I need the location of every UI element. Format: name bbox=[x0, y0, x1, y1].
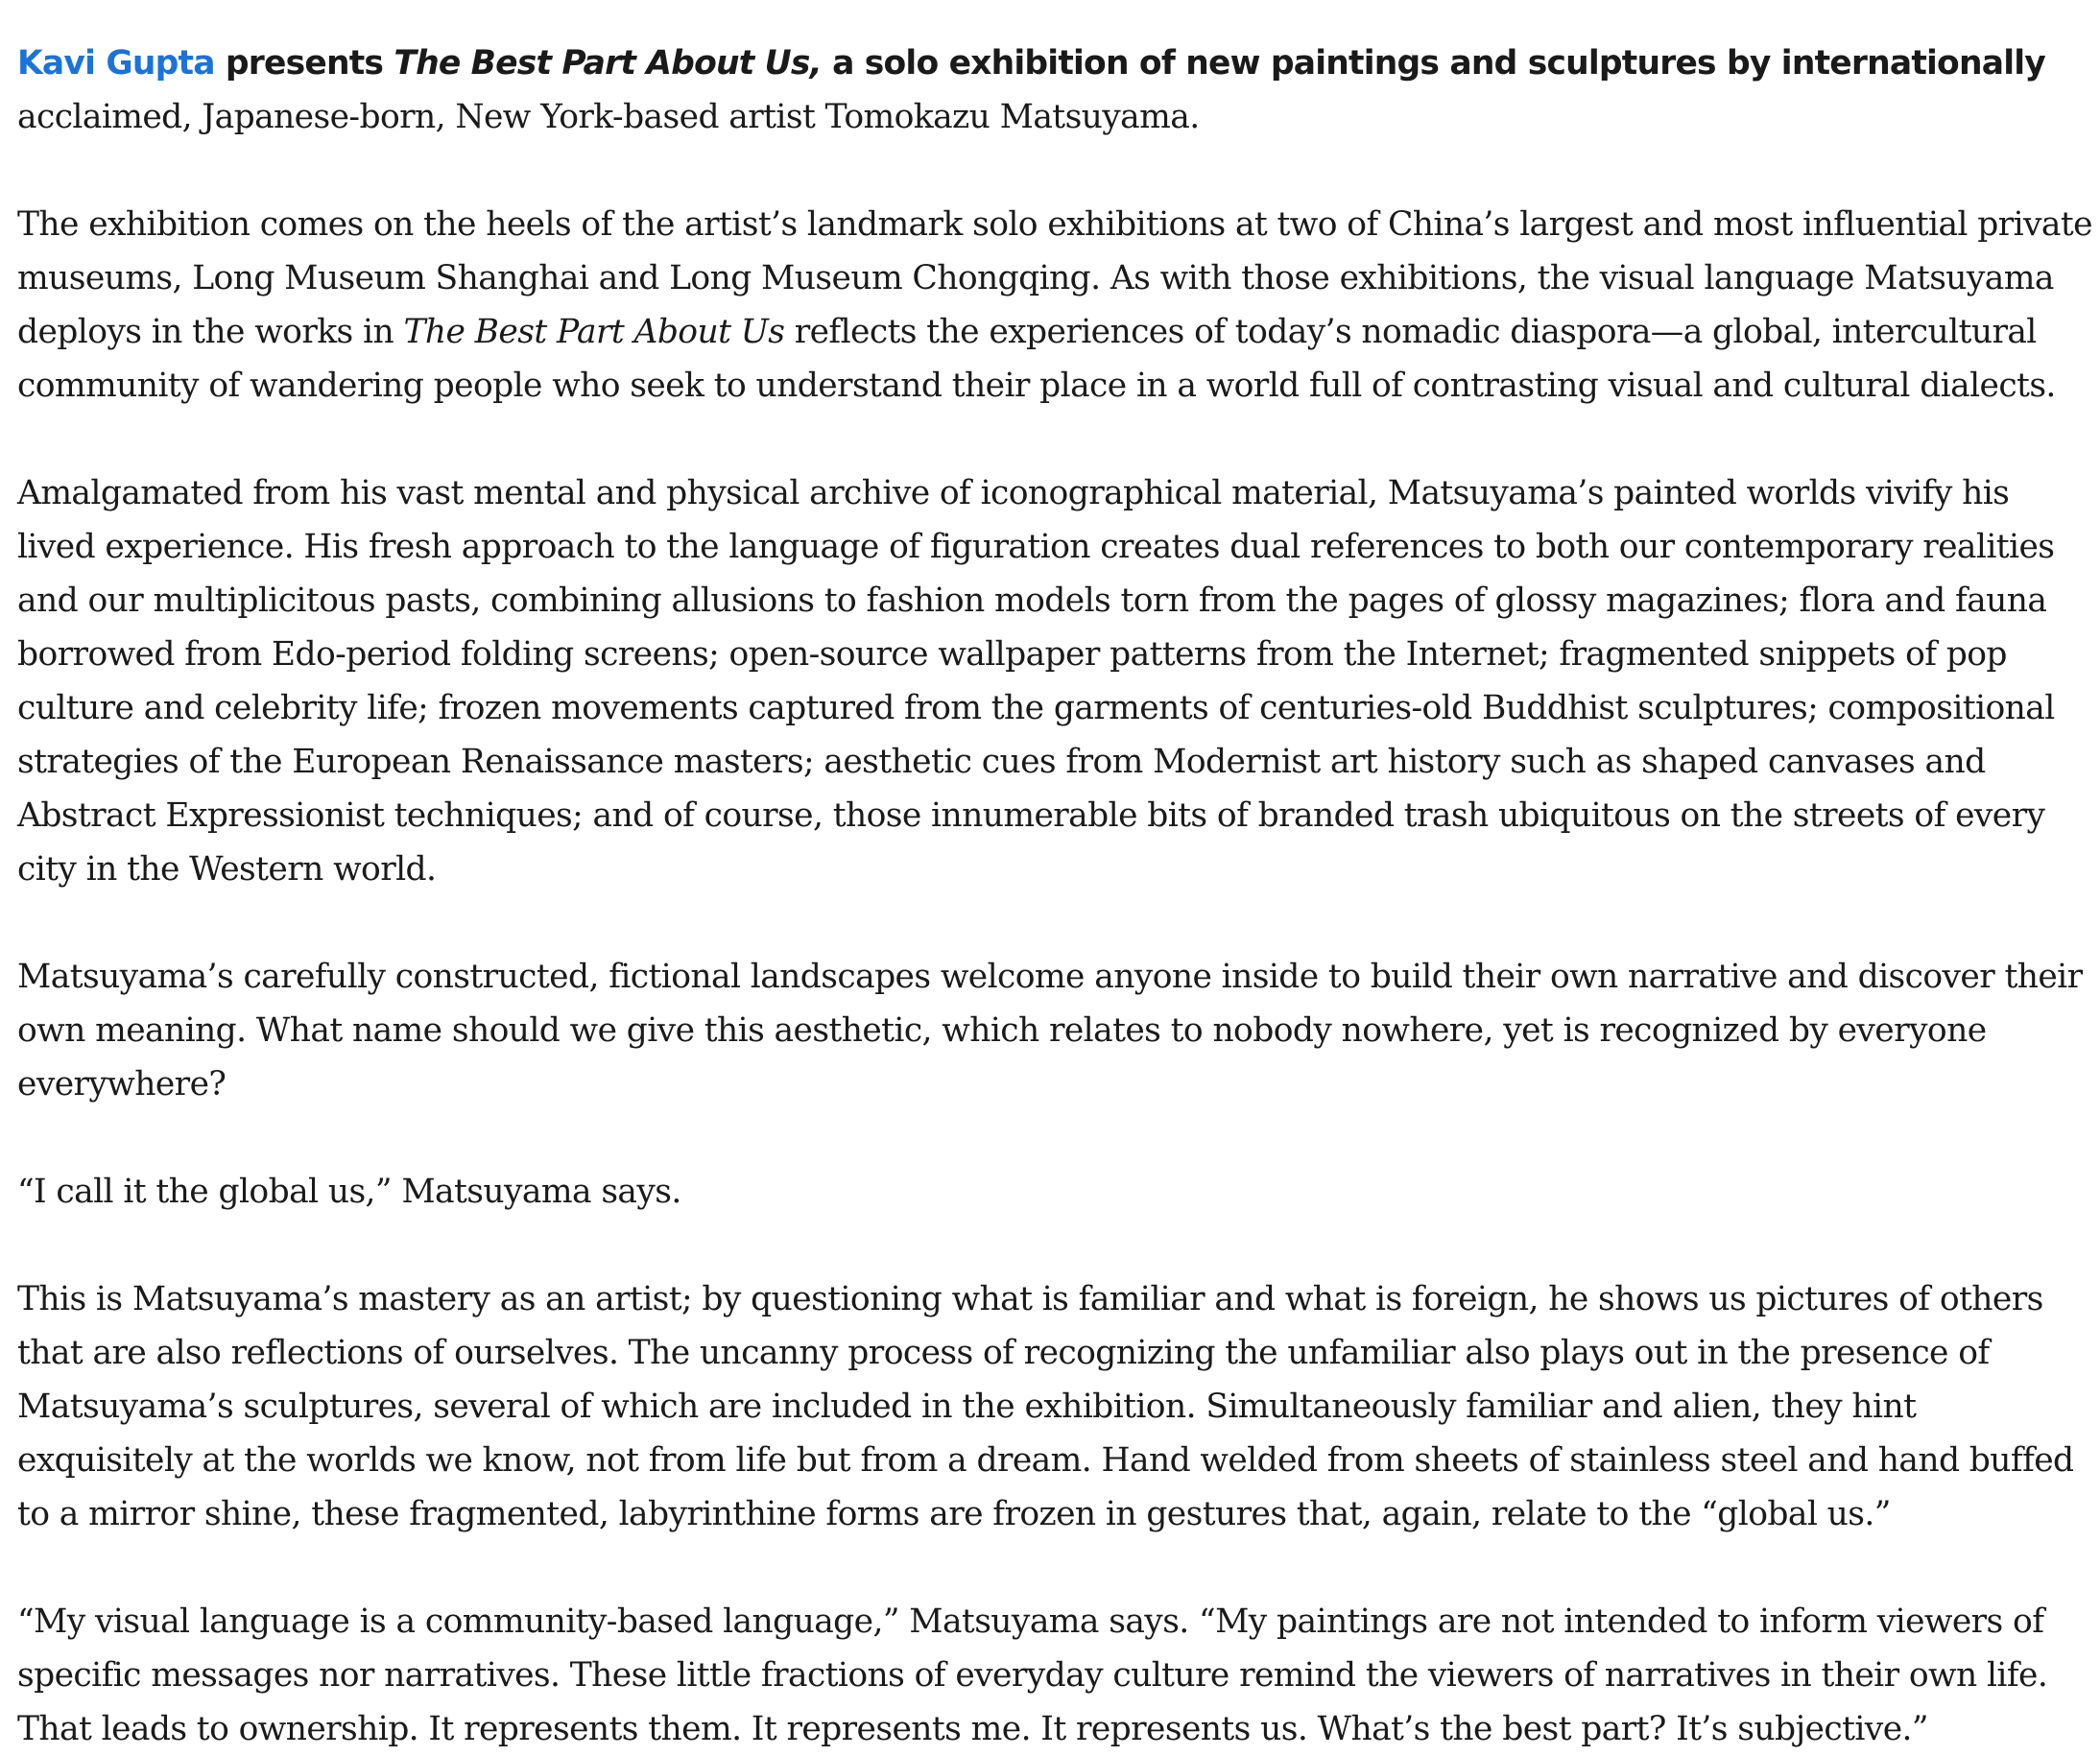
intro-paragraph bbox=[17, 36, 2092, 144]
intro-presents: presents bbox=[214, 44, 394, 83]
exhibition-title: The Best Part About Us, bbox=[394, 44, 822, 83]
paragraph-2 bbox=[17, 198, 2092, 413]
closing-quote-paragraph: “My visual language is a community-based language,” Matsuyama says. “My paintings are not intended to inform viewers of specific messages nor narratives. These little fractions of everyday culture remind the viewers of narratives in their own life. That leads to ownership. It represents them. It represents me. It represents us. What’s the best part? It’s subjective.” bbox=[17, 1602, 2048, 1748]
paragraph-6: This is Matsuyama’s mastery as an artist; by questioning what is familiar and what is foreign, he shows us pictures of others that are also reflections of ourselves. The uncanny process of recognizing the unfamiliar also plays out in the presence of Matsuyama’s sculptures, several of which are included in the exhibition. Simultaneously familiar and alien, they hint exquisitely at the worlds we know, not from life but from a dream. Hand welded from sheets of stainless steel and hand buffed to a mirror shine, these fragmented, labyrinthine forms are frozen in gestures that, again, relate to the “global us.” bbox=[17, 1280, 2074, 1533]
intro-lead bbox=[17, 44, 2045, 83]
intro-rest-regular: acclaimed, Japanese-born, New York-based artist Tomokazu Matsuyama. bbox=[17, 98, 1200, 136]
paragraph-4: Matsuyama’s carefully constructed, fictional landscapes welcome anyone inside to build their own narrative and discover their own meaning. What name should we give this aesthetic, which relates to nobody nowhere, yet is recognized by everyone everywhere? bbox=[17, 958, 2083, 1103]
quote-paragraph: “I call it the global us,” Matsuyama says. bbox=[17, 1173, 681, 1211]
gallery-link[interactable]: Kavi Gupta bbox=[17, 44, 215, 83]
paragraph-2-before: The exhibition comes on the heels of the artist’s landmark solo exhibitions at two of China’s largest and most influential private museums, Long Museum Shanghai and Long Museum Chongqing. As with those exhibitions, the visual language Matsuyama deploys in the works in bbox=[17, 205, 2092, 351]
intro-rest-bold: a solo exhibition of new paintings and sculptures by internationally bbox=[821, 44, 2045, 83]
paragraph-2-after: reflects the experiences of today’s nomadic diaspora—a global, intercultural community of wandering people who seek to understand their place in a world full of contrasting visual and cultural dialects. bbox=[17, 313, 2056, 405]
article-body bbox=[17, 36, 2092, 1756]
paragraph-3: Amalgamated from his vast mental and physical archive of iconographical material, Matsuyama’s painted worlds vivify his lived experience. His fresh approach to the language of figuration creates dual references to both our contemporary realities and our multiplicitous pasts, combining allusions to fashion models torn from the pages of glossy magazines; flora and fauna borrowed from Edo-period folding screens; open-source wallpaper patterns from the Internet; fragmented snippets of pop culture and celebrity life; frozen movements captured from the garments of centuries-old Buddhist sculptures; compositional strategies of the European Renaissance masters; aesthetic cues from Modernist art history such as shaped canvases and Abstract Expressionist techniques; and of course, those innumerable bits of branded trash ubiquitous on the streets of every city in the Western world. bbox=[17, 474, 2055, 889]
paragraph-2-title: The Best Part About Us bbox=[403, 313, 785, 351]
